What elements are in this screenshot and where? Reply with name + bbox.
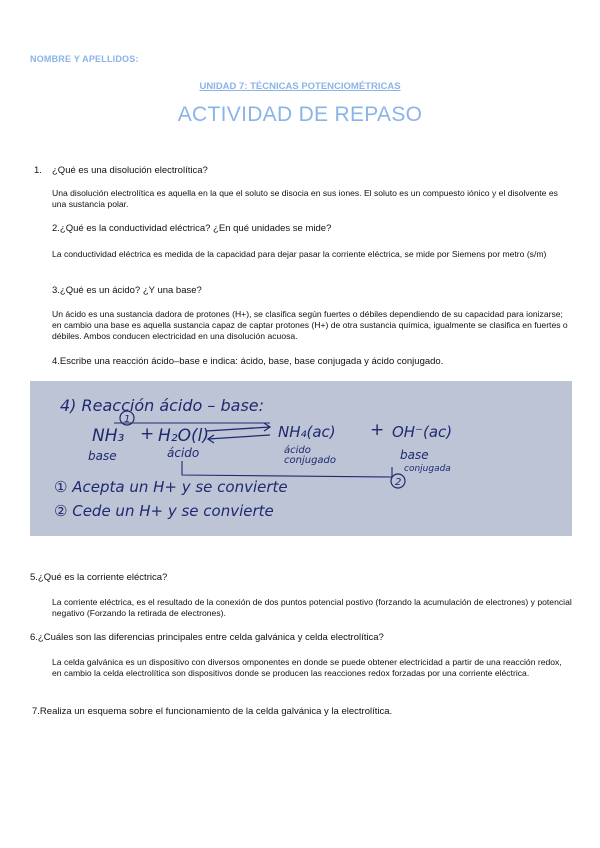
answer-2: La conductividad eléctrica es medida de la capacidad para dejar pasar la corriente eléctrica, se mide por Siemens por metro (s/m) bbox=[52, 249, 547, 259]
answer-5: La corriente eléctrica, es el resultado de la conexión de dos puntos potencial postivo (forzando la acumulación de electrones) y potencial negativo (Forzando la retirada de electrones). bbox=[52, 597, 572, 619]
hw-product-1: NH₄(ac) bbox=[278, 423, 336, 441]
handwritten-reaction-photo bbox=[30, 381, 572, 536]
hw-label-conj-base-1: base bbox=[400, 448, 429, 462]
hw-note-2: ② Cede un H+ y se convierte bbox=[54, 502, 274, 520]
answer-3: Un ácido es una sustancia dadora de protones (H+), se clasifica según fuertes o débiles dependiendo de su capacidad para ionizarse; en cambio una base es aquella sustancia capaz de captar protones (H+) de otra sustancia química, igualmente se clasifica en fuertes o débiles. Ambos conducen electricidad en una disolución acuosa. bbox=[52, 309, 568, 342]
hw-label-conj-base-2: conjugada bbox=[404, 464, 451, 474]
answer-1: Una disolución electrolítica es aquella en la que el soluto se disocia en sus iones. El soluto es un compuesto iónico y el disolvente es una sustancia polar. bbox=[52, 188, 558, 210]
question-1-number: 1. bbox=[34, 165, 42, 176]
hw-marker-1: 1 bbox=[124, 414, 131, 425]
question-1: ¿Qué es una disolución electrolítica? bbox=[52, 165, 208, 176]
page-title: ACTIVIDAD DE REPASO bbox=[177, 103, 423, 126]
name-label: NOMBRE Y APELLIDOS: bbox=[30, 54, 139, 64]
question-6: 6.¿Cuáles son las diferencias principales entre celda galvánica y celda electrolítica? bbox=[30, 632, 384, 643]
question-5: 5.¿Qué es la corriente eléctrica? bbox=[30, 572, 168, 583]
hw-note-1: ① Acepta un H+ y se convierte bbox=[54, 478, 288, 496]
question-3: 3.¿Qué es un ácido? ¿Y una base? bbox=[52, 285, 202, 296]
answer-6: La celda galvánica es un dispositivo con diversos omponentes en donde se puede obtener electricidad a partir de una reacción redox, en cambio la celda electrolítica son dispositivos donde se producen las reacciones redox forzadas por una corriente eléctrica. bbox=[52, 657, 562, 679]
hw-marker-2: 2 bbox=[395, 477, 402, 488]
question-4: 4.Escribe una reacción ácido–base e indica: ácido, base, base conjugada y ácido conjugado. bbox=[52, 356, 444, 367]
hw-label-acid: ácido bbox=[167, 446, 200, 460]
hw-reactant-1: NH₃ bbox=[92, 426, 125, 446]
question-2: 2.¿Qué es la conductividad eléctrica? ¿En qué unidades se mide? bbox=[52, 223, 332, 234]
hw-reactant-2: H₂O(l) bbox=[158, 426, 209, 446]
hw-product-2: OH⁻(ac) bbox=[392, 423, 453, 441]
hw-label-conj-acid-1: ácido bbox=[284, 445, 311, 456]
question-7: 7.Realiza un esquema sobre el funcionamiento de la celda galvánica y la electrolítica. bbox=[32, 706, 393, 717]
hw-heading: 4) Reacción ácido – base: bbox=[60, 396, 265, 415]
hw-label-conj-acid-2: conjugado bbox=[284, 455, 337, 466]
hw-plus-1: + bbox=[140, 424, 155, 444]
hw-label-base: base bbox=[88, 449, 117, 463]
unit-heading: UNIDAD 7: TÉCNICAS POTENCIOMÉTRICAS bbox=[199, 81, 401, 92]
hw-plus-2: + bbox=[370, 420, 385, 440]
